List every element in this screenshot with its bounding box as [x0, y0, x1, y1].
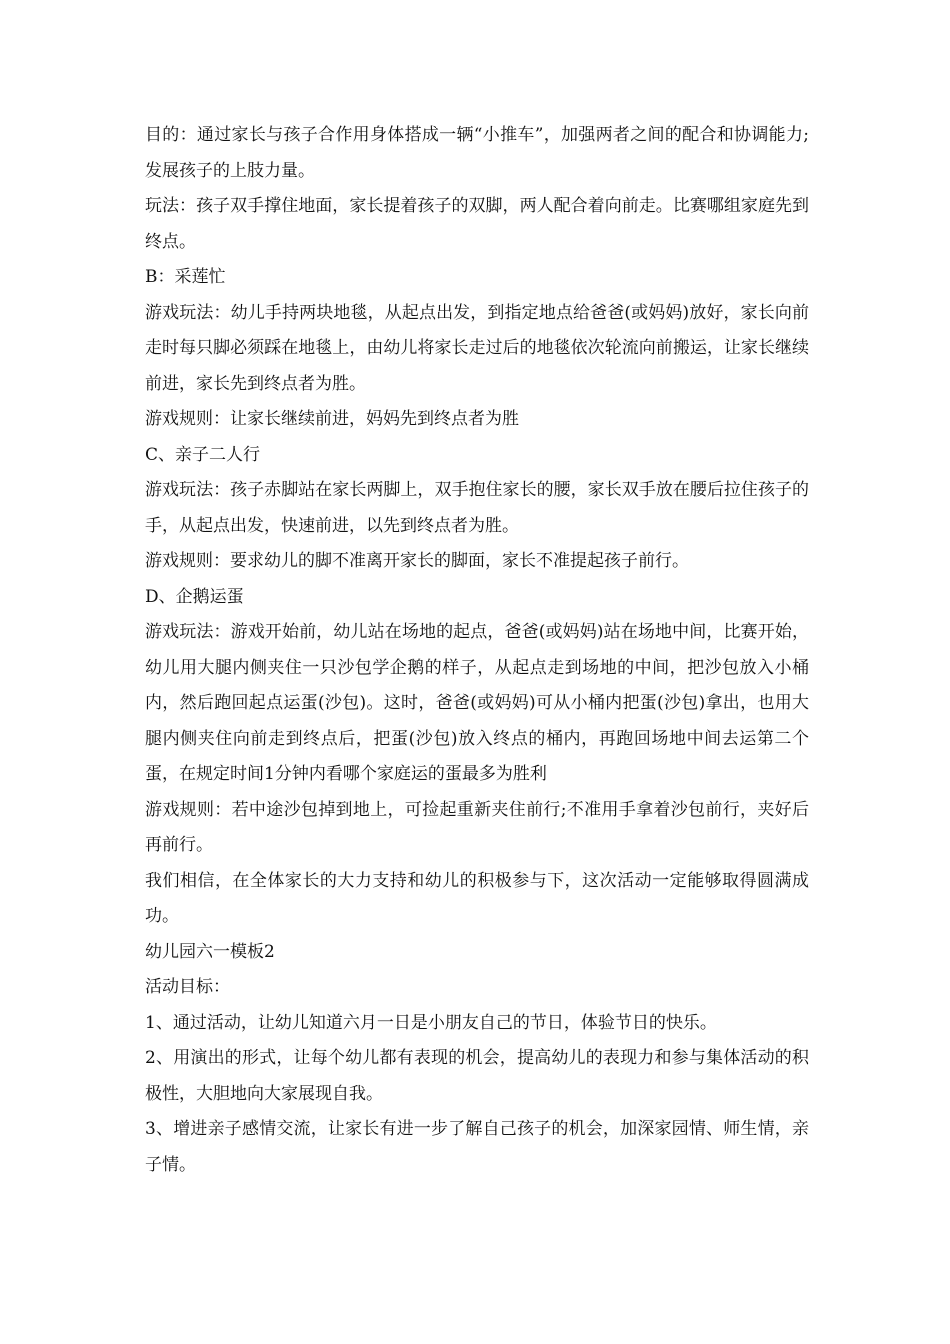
paragraph-game-c-rules: 游戏规则：要求幼儿的脚不准离开家长的脚面，家长不准提起孩子前行。 [145, 551, 689, 571]
heading-game-d: D、企鹅运蛋 [145, 586, 244, 607]
goal-item-3: 3、增进亲子感情交流，让家长有进一步了解自己孩子的机会，加深家园情、师生情，亲子情。 [145, 1119, 809, 1175]
goal-item-2: 2、用演出的形式，让每个幼儿都有表现的机会，提高幼儿的表现力和参与集体活动的积极性，大胆地向大家展现自我。 [145, 1048, 809, 1104]
paragraph-game-b-play: 游戏玩法：幼儿手持两块地毯，从起点出发，到指定地点给爸爸(或妈妈)放好，家长向前走时每只脚必须踩在地毯上，由幼儿将家长走过后的地毯依次轮流向前搬运，让家长继续前进，家长先到终点者为胜。 [145, 302, 809, 394]
heading-template-2: 幼儿园六一模板2 [145, 941, 275, 962]
paragraph-game-d-rules: 游戏规则：若中途沙包掉到地上，可捡起重新夹住前行;不准用手拿着沙包前行，夹好后再前行。 [145, 799, 809, 855]
heading-game-b: B：采莲忙 [145, 267, 226, 287]
paragraph-closing: 我们相信，在全体家长的大力支持和幼儿的积极参与下，这次活动一定能够取得圆满成功。 [145, 870, 809, 926]
paragraph-game-c-play: 游戏玩法：孩子赤脚站在家长两脚上，双手抱住家长的腰，家长双手放在腰后拉住孩子的手，从起点出发，快速前进，以先到终点者为胜。 [145, 480, 809, 536]
goal-item-1: 1、通过活动，让幼儿知道六月一日是小朋友自己的节日，体验节日的快乐。 [145, 1012, 717, 1033]
paragraph-game-b-rules: 游戏规则：让家长继续前进，妈妈先到终点者为胜 [145, 409, 519, 429]
heading-game-c: C、亲子二人行 [145, 444, 261, 465]
heading-activity-goals: 活动目标： [145, 977, 230, 997]
paragraph-purpose: 目的：通过家长与孩子合作用身体搭成一辆“小推车”，加强两者之间的配合和协调能力;发展孩子的上肢力量。 [145, 125, 809, 181]
document-page [145, 118, 809, 1183]
paragraph-game-d-play: 游戏玩法：游戏开始前，幼儿站在场地的起点，爸爸(或妈妈)站在场地中间，比赛开始，幼儿用大腿内侧夹住一只沙包学企鹅的样子，从起点走到场地的中间，把沙包放入小桶内，然后跑回起点运蛋(沙包)。这时，爸爸(或妈妈)可从小桶内把蛋(沙包)拿出，也用大腿内侧夹住向前走到终点后，把蛋(沙包)放入终点的桶内，再跑回场地中间去运第二个蛋，在规定时间1分钟内看哪个家庭运的蛋最多为胜利 [145, 622, 809, 784]
paragraph-gameplay: 玩法：孩子双手撑住地面，家长提着孩子的双脚，两人配合着向前走。比赛哪组家庭先到终点。 [145, 196, 809, 252]
